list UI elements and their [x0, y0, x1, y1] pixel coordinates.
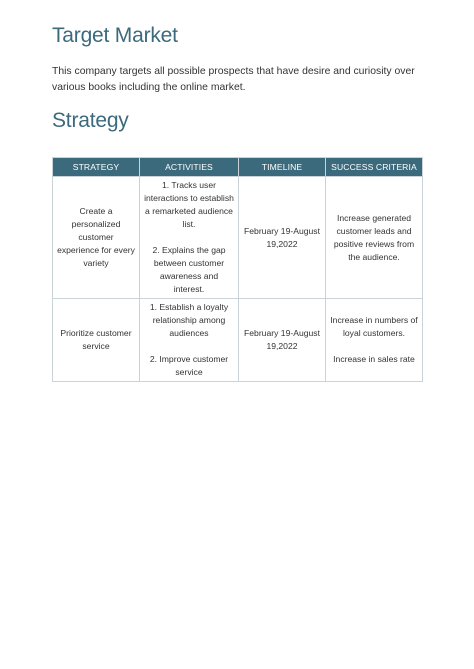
column-header-activities: ACTIVITIES: [140, 158, 239, 177]
strategy-cell: Create a personalized customer experience for every variety: [53, 177, 140, 299]
success-criteria-cell: [326, 299, 423, 382]
success-item: Increase generated customer leads and positive reviews from the audience.: [333, 212, 415, 262]
strategy-heading: Strategy: [52, 109, 129, 132]
strategy-cell: Prioritize customer service: [53, 299, 140, 382]
strategy-table: [52, 157, 423, 382]
target-market-paragraph: This company targets all possible prospects that have desire and curiosity over various books including the online market.: [52, 66, 415, 93]
activity-item: 1. Tracks user interactions to establish a remarketed audience list.: [144, 180, 234, 229]
timeline-cell: February 19-August 19,2022: [239, 299, 326, 382]
activities-cell: [140, 177, 239, 299]
column-header-timeline: TIMELINE: [239, 158, 326, 177]
activity-item: 2. Explains the gap between customer awareness and interest.: [152, 245, 226, 294]
success-criteria-cell: [326, 177, 423, 299]
column-header-strategy: STRATEGY: [53, 158, 140, 177]
target-market-heading: Target Market: [52, 24, 178, 47]
timeline-cell: February 19-August 19,2022: [239, 177, 326, 299]
activity-item: 2. Improve customer service: [149, 354, 229, 377]
success-item: Increase in sales rate: [333, 354, 415, 364]
success-item: Increase in numbers of loyal customers.: [330, 315, 418, 338]
activities-cell: [140, 299, 239, 382]
table-header-row: [53, 158, 423, 177]
table-row: [53, 299, 423, 382]
activity-item: 1. Establish a loyalty relationship among audiences: [149, 302, 229, 338]
column-header-success-criteria: SUCCESS CRITERIA: [326, 158, 423, 177]
table-row: [53, 177, 423, 299]
